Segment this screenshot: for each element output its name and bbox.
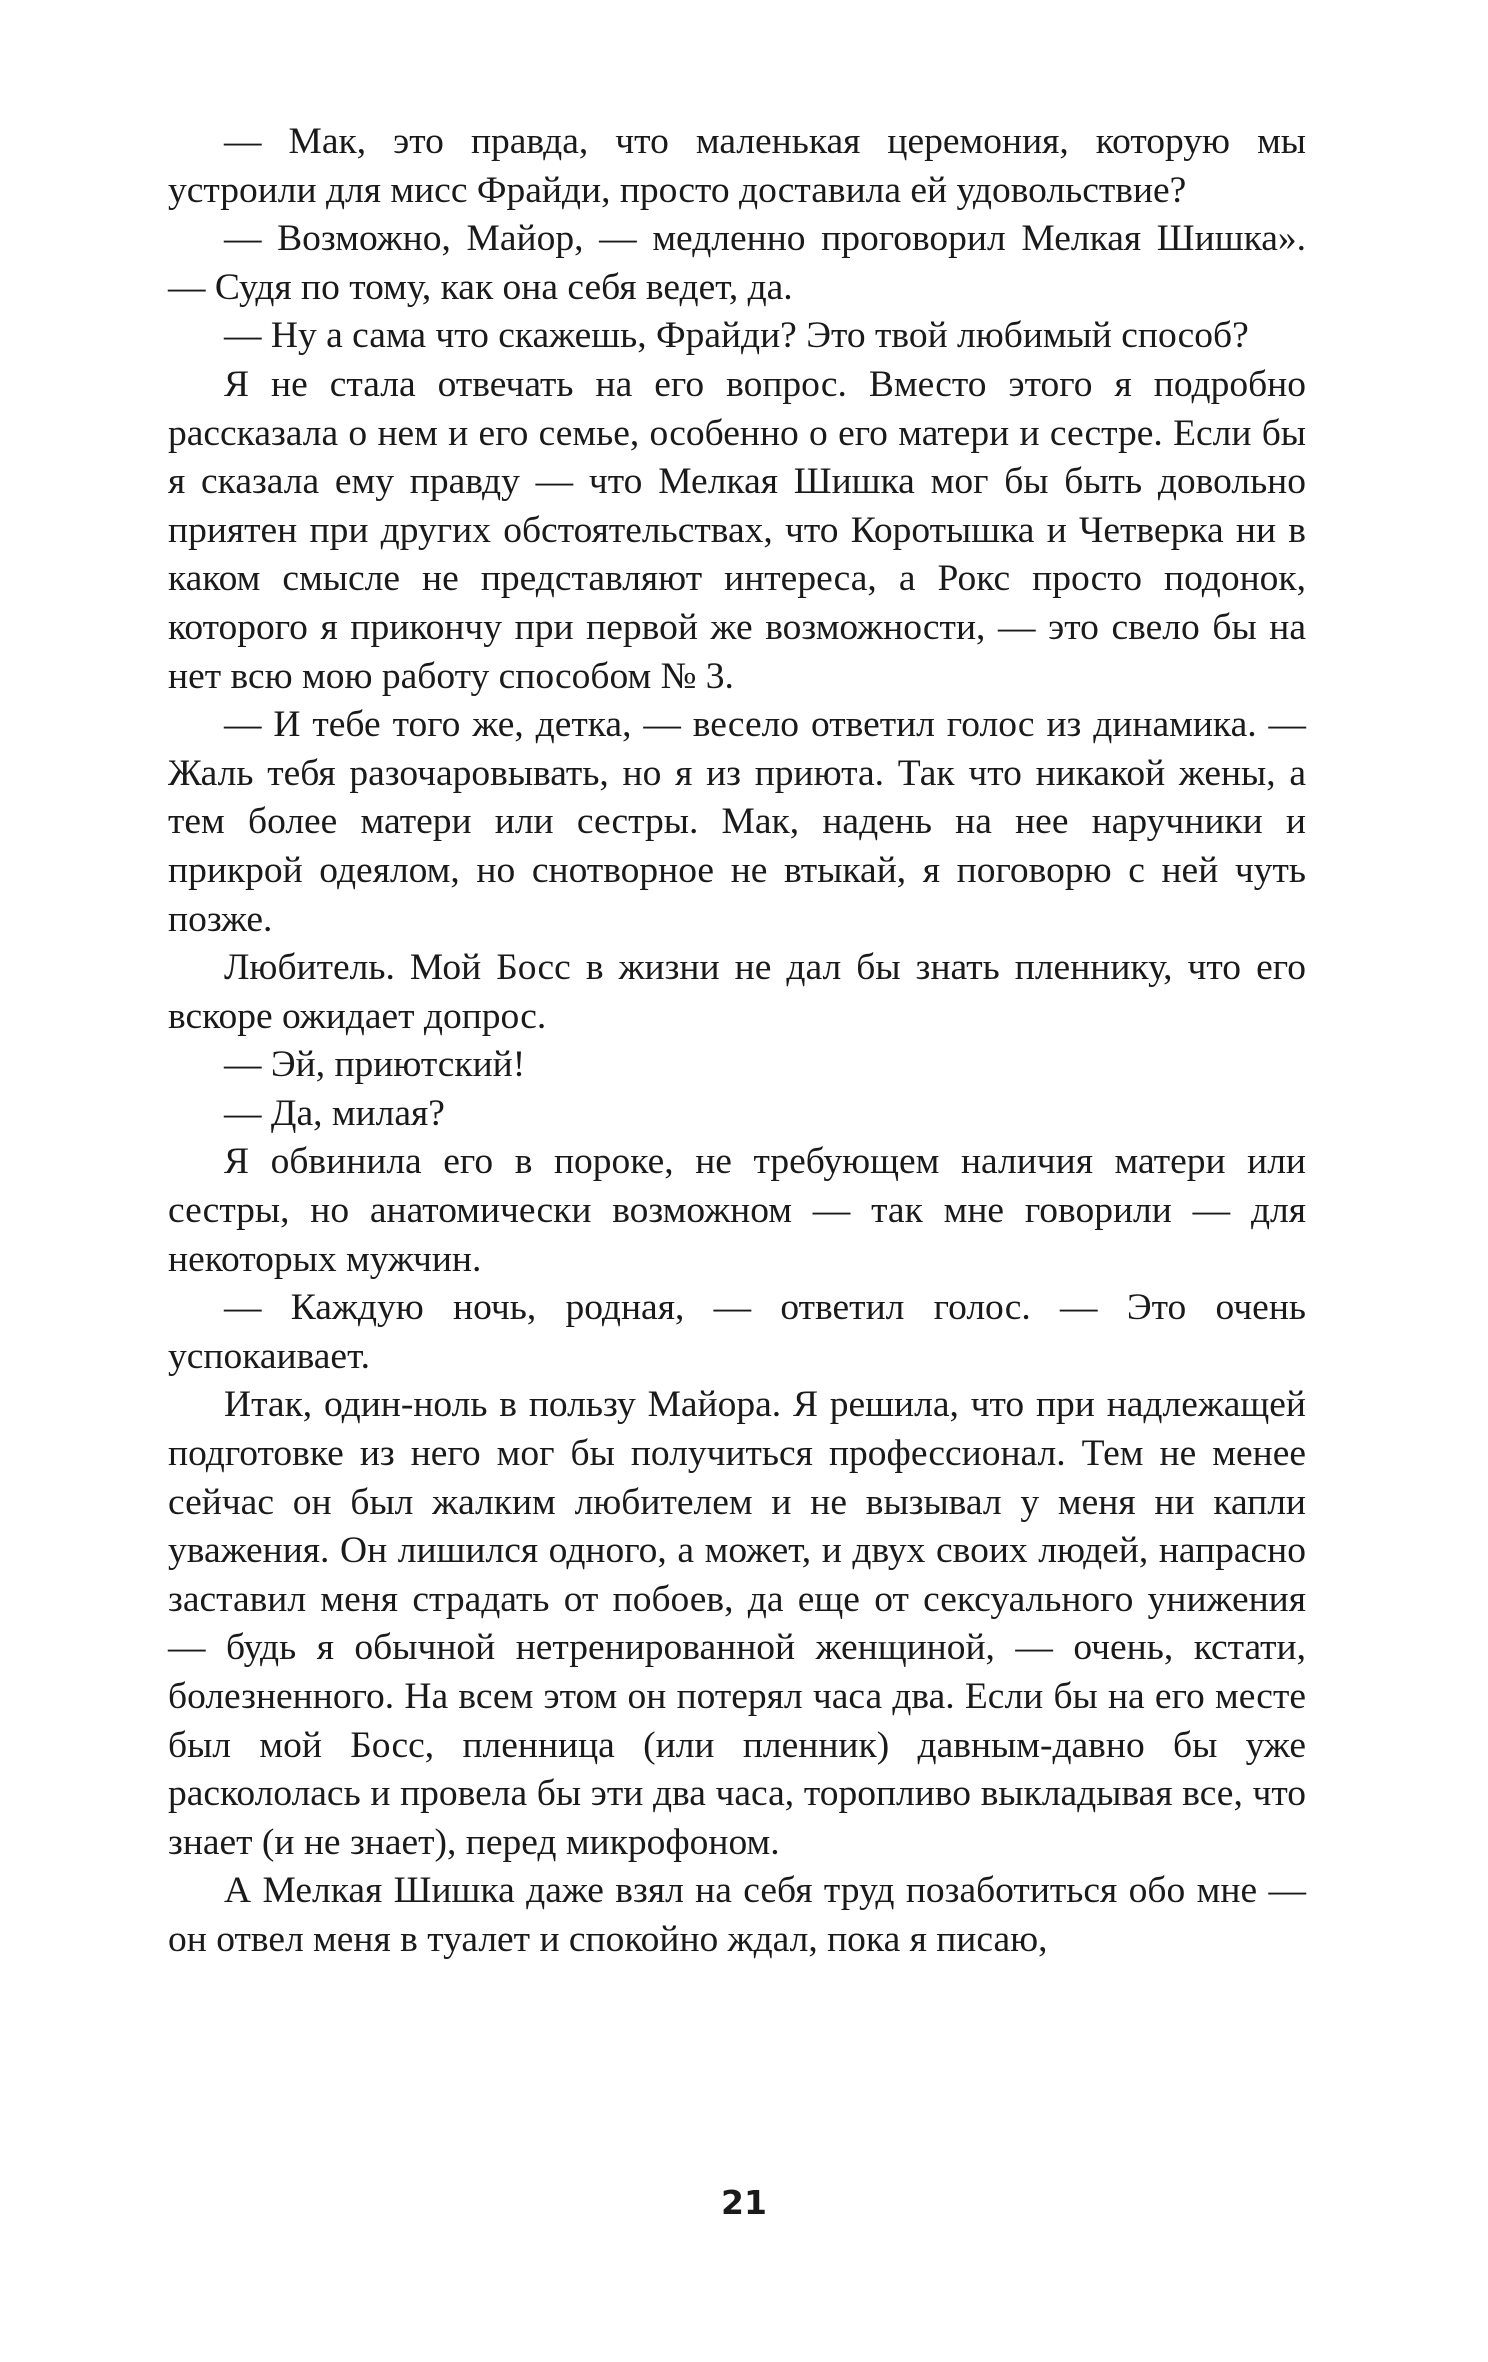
paragraph-2: — Возможно, Майор, — медленно проговорил Мелкая Шишка». — Судя по тому, как она себя ведет, да. — [168, 218, 1306, 308]
paragraph-11: Итак, один-ноль в пользу Майора. Я решила, что при надлежащей подготовке из него мог бы получиться профессионал. Тем не менее сейчас он был жалким любителем и не вызывал у меня ни капли уважения. Он лишился одного, а может, и двух своих людей, напрасно заставил меня страдать от побоев, да еще от сексуального унижения — будь я обычной нетренированной женщиной, — очень, кстати, болезненного. На всем этом он потерял часа два. Если бы на его месте был мой Босс, пленница (или пленник) давным-давно бы уже раскололась и провела бы эти два часа, торопливо выкладывая все, что знает (и не знает), перед микрофоном. — [168, 1384, 1306, 1863]
paragraph-4: Я не стала отвечать на его вопрос. Вместо этого я подробно рассказала о нем и его семье, особенно о его матери и сестре. Если бы я сказала ему правду — что Мелкая Шишка мог бы быть довольно приятен при других обстоятельствах, что Коротышка и Четверка ни в каком смысле не представляют интереса, а Рокс просто подонок, которого я прикончу при первой же возможности, — это свело бы на нет всю мою работу способом № 3. — [168, 363, 1306, 697]
paragraph-3: — Ну а сама что скажешь, Фрайди? Это твой любимый способ? — [224, 315, 1249, 357]
paragraph-12: А Мелкая Шишка даже взял на себя труд позаботиться обо мне — он отвел меня в туалет и спокойно ждал, пока я писаю, — [168, 1870, 1306, 1960]
paragraph-10: — Каждую ночь, родная, — ответил голос. — Это очень успокаивает. — [168, 1287, 1306, 1377]
paragraph-9: Я обвинила его в пороке, не требующем наличия матери или сестры, но анатомически возможном — так мне говорили — для некоторых мужчин. — [168, 1141, 1306, 1280]
paragraph-1: — Мак, это правда, что маленькая церемония, которую мы устроили для мисс Фрайди, просто доставила ей удовольствие? — [168, 121, 1306, 211]
paragraph-5: — И тебе того же, детка, — весело ответил голос из динамика. — Жаль тебя разочаровывать, но я из приюта. Так что никакой жены, а тем более матери или сестры. Мак, надень на нее наручники и прикрой одеялом, но снотворное не втыкай, я поговорю с ней чуть позже. — [168, 704, 1306, 940]
body-text — [168, 118, 1306, 1965]
page-number: 21 — [721, 2183, 767, 2222]
paragraph-6: Любитель. Мой Босс в жизни не дал бы знать пленнику, что его вскоре ожидает допрос. — [168, 947, 1306, 1037]
paragraph-7: — Эй, приютский! — [224, 1044, 526, 1086]
paragraph-8: — Да, милая? — [224, 1092, 445, 1134]
